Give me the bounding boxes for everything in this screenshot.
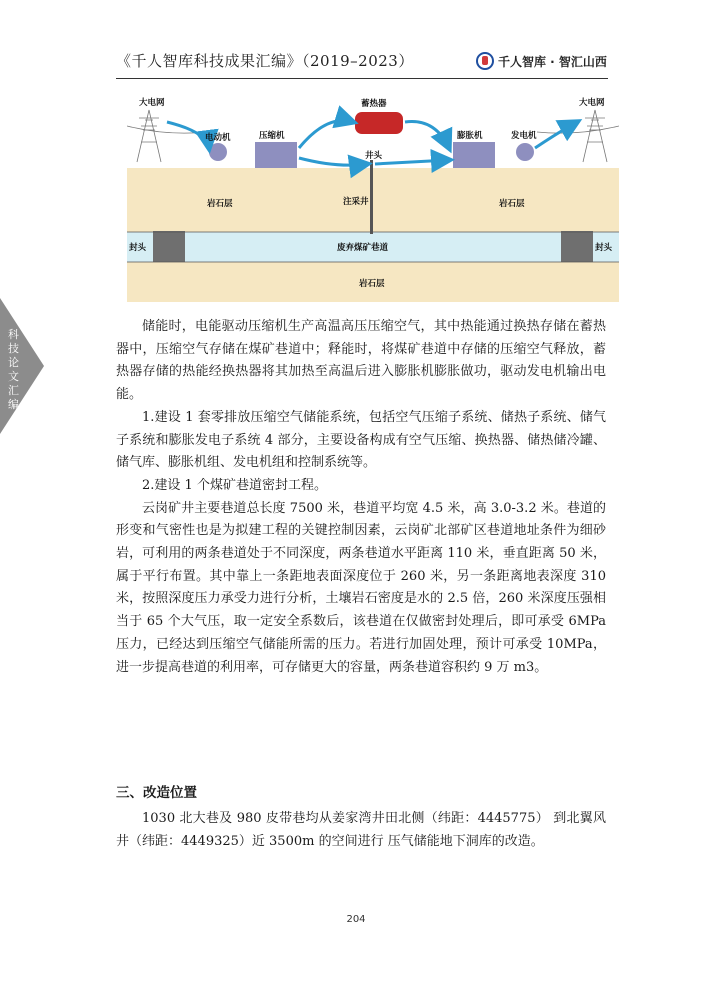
side-tab-label: 科技论文汇编 xyxy=(8,328,19,411)
label-roadway: 废弃煤矿巷道 xyxy=(337,243,389,253)
heat-storage-icon xyxy=(355,112,403,134)
paragraph-location: 1030 北大巷及 980 皮带巷均从姜家湾井田北侧（纬距：4445775） 到北翼风井（纬距：4449325）近 3500m 的空间进行 压气储能地下洞库的改造。 xyxy=(116,811,606,849)
label-grid-left: 大电网 xyxy=(139,98,165,108)
label-expander: 膨胀机 xyxy=(457,131,483,141)
label-seal-left: 封头 xyxy=(129,243,147,253)
motor-icon xyxy=(209,143,227,161)
label-rock-left: 岩石层 xyxy=(207,199,233,209)
header-divider xyxy=(116,78,608,79)
header-brand xyxy=(476,52,607,70)
header-title: 《千人智库科技成果汇编》（2019–2023） xyxy=(116,52,414,70)
brand-label: 千人智库 · 智汇山西 xyxy=(498,54,607,69)
paragraph-system-build: 1.建设 1 套零排放压缩空气储能系统，包括空气压缩子系统、储热子系统、储气子系统和膨胀发电子系统 4 部分，主要设备构成有空气压缩、换热器、储热储冷罐、储气库、膨胀机组、发电机组和控制系统等。 xyxy=(116,409,606,471)
location-section xyxy=(116,808,606,853)
expander-icon xyxy=(453,142,495,168)
label-grid-right: 大电网 xyxy=(579,98,605,108)
paragraph-storage-principle: 储能时，电能驱动压缩机生产高温高压压缩空气，其中热能通过换热存储在蓄热器中，压缩空气存储在煤矿巷道中；释能时，将煤矿巷道中存储的压缩空气释放，蓄热器存储的热能经换热器将其加热至高温后进入膨胀机膨胀做功，驱动发电机输出电能。 xyxy=(116,319,606,403)
label-well-head: 井头 xyxy=(365,151,383,161)
page-number: 204 xyxy=(346,914,366,925)
label-compressor: 压缩机 xyxy=(259,131,285,141)
caes-diagram xyxy=(127,92,619,302)
section-heading-location: 三、改造位置 xyxy=(116,785,197,801)
seal-left-block xyxy=(153,231,185,263)
brand-logo-icon xyxy=(476,52,494,70)
generator-icon xyxy=(516,143,534,161)
paragraph-roadway-analysis: 云岗矿井主要巷道总长度 7500 米，巷道平均宽 4.5 米，高 3.0-3.2 米。巷道的形变和气密性也是为拟建工程的关键控制因素，云岗矿北部矿区巷道地址条件为细砂岩，可利用的两条巷道处于不同深度，两条巷道水平距离 110 米，垂直距离 50 米，属于平行布置。其中靠上一条距地表面深度位于 260 米，另一条距离地表深度 310 米，按照深度压力承受力进行分析，土壤岩石密度是水的 2.5 倍，260 米深度压强相当于 65 个大气压，取一定安全系数后，该巷道在仅做密封处理后，即可承受 6MPa 压力，已经达到压缩空气储能所需的压力。若进行加固处理，预计可承受 10MPa，进一步提高巷道的利用率，可存储更大的容量，两条巷道容积约 9 万 m3。 xyxy=(116,500,606,675)
compressor-icon xyxy=(255,142,297,168)
label-generator: 发电机 xyxy=(511,131,537,141)
label-motor: 电动机 xyxy=(205,133,231,143)
injection-well-pipe xyxy=(370,160,373,234)
label-seal-right: 封头 xyxy=(595,243,613,253)
paragraph-roadway-seal: 2.建设 1 个煤矿巷道密封工程。 xyxy=(142,477,327,493)
label-rock-bottom: 岩石层 xyxy=(359,279,385,289)
seal-right-block xyxy=(561,231,593,263)
label-injection-well: 注采井 xyxy=(343,197,369,207)
label-heat-storage: 蓄热器 xyxy=(361,99,387,109)
side-tab xyxy=(0,298,44,434)
label-rock-right: 岩石层 xyxy=(499,199,525,209)
body-section xyxy=(116,316,606,679)
